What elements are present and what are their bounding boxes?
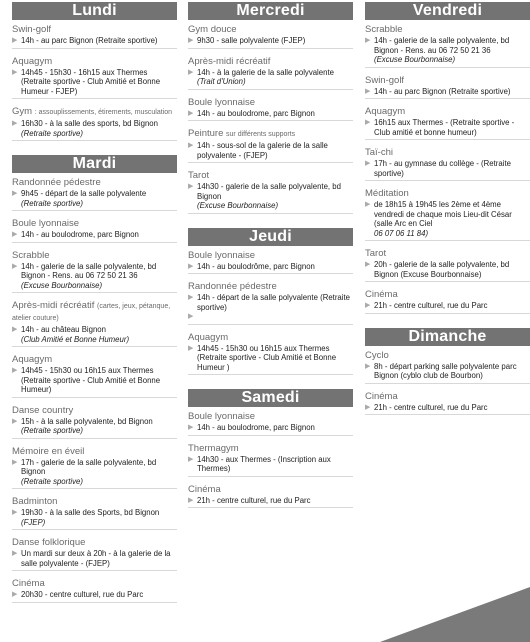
activity-title [12,405,177,416]
activity-name: Boule lyonnaise [188,96,256,108]
schedule-line [12,458,177,487]
activity-title [188,484,353,495]
schedule-text [374,362,530,381]
activity-apres-midi-recreatif [12,300,177,347]
schedule-text [21,119,177,138]
activity-name: Danse country [12,404,74,416]
activity-name: Méditation [365,188,409,199]
activity-apres-midi-recreatif [188,56,353,90]
schedule-main: 8h - départ parking salle polyvalente parc Bignon (cyblo club de Bourbon) [374,361,517,380]
schedule-main: 21h - centre culturel, rue du Parc [197,495,311,505]
activity-title [12,218,177,229]
activity-title [188,443,353,454]
activity-title [188,170,353,181]
activity-title [12,250,177,261]
schedule-text [21,366,177,395]
schedule-main: 14h30 - galerie de la salle polyvalente, bd Bignon [197,182,341,201]
schedule-text [21,325,177,344]
schedule-line [188,455,353,474]
activity-title [365,350,530,361]
schedule-main: 17h - galerie de la salle polyvalente, bd Bignon [21,457,157,476]
schedule-text [197,312,353,322]
activity-cinema [188,484,353,509]
schedule-text [197,109,353,119]
schedule-line [12,325,177,344]
schedule-text [197,182,353,211]
activity-name: Taï-chi [365,147,393,158]
schedule-line [12,417,177,436]
schedule-main: 14h - au parc Bignon (Retraite sportive) [21,36,158,45]
day-section-jeudi [188,228,353,376]
play-triangle-icon: ▶ [188,142,194,149]
day-header: Vendredi [365,2,530,20]
schedule-line [365,159,530,178]
activity-name: Tarot [365,248,387,259]
schedule-main: 20h30 - centre culturel, rue du Parc [21,590,144,599]
activity-title [12,106,177,118]
schedule-organizer: 06 07 06 11 84) [374,228,429,238]
activity-meditation [365,188,530,241]
activity-title [12,496,177,507]
day-header: Dimanche [365,328,530,346]
activity-boule-lyonnaise [188,250,353,275]
activity-name: Gym douce [188,24,237,35]
activity-name: Boule lyonnaise [188,249,256,261]
play-triangle-icon: ▶ [12,591,18,598]
schedule-text [374,159,530,178]
schedule-line [12,68,177,97]
schedule-main: 19h30 - à la salle des Sports, bd Bignon [21,508,160,517]
activity-gym [12,106,177,141]
play-triangle-icon: ▶ [188,109,194,117]
schedule-text [197,262,353,272]
schedule-main: 14h - galerie de la salle polyvalente, bd Bignon - Rens. au 06 72 50 21 36 [21,261,157,280]
schedule-line [188,344,353,373]
play-triangle-icon: ▶ [188,313,194,320]
activity-thermagym [188,443,353,477]
activity-randonnee-pedestre [188,281,353,325]
schedule-text [21,262,177,291]
activity-name: Randonnée pédestre [188,281,277,292]
activity-title [188,332,353,343]
day-section-mardi [12,155,177,603]
play-triangle-icon: ▶ [188,496,194,504]
play-triangle-icon: ▶ [12,509,18,516]
play-triangle-icon: ▶ [188,262,194,270]
activity-title [365,147,530,158]
schedule-line [12,366,177,395]
play-triangle-icon: ▶ [12,550,18,557]
play-triangle-icon: ▶ [188,455,194,463]
activity-boule-lyonnaise [188,97,353,122]
schedule-line [188,496,353,506]
activity-memoire-en-eveil [12,446,177,490]
activity-title [188,24,353,35]
schedule-main: 14h - au parc Bignon (Retraite sportive) [374,86,511,96]
day-section-samedi [188,389,353,508]
activity-name: Scrabble [365,24,403,35]
play-triangle-icon: ▶ [188,294,194,301]
column-3 [365,0,530,422]
schedule-main: 16h15 aux Thermes - (Retraite sportive - Club amitié et bonne humeur) [374,118,515,137]
schedule-text [21,230,177,240]
schedule-main: 21h - centre culturel, rue du Parc [374,402,488,412]
activity-subtitle: sur différents supports [226,131,296,138]
schedule-line [12,189,177,208]
activity-peinture [188,128,353,163]
play-triangle-icon: ▶ [188,68,194,76]
schedule-main: 14h - départ de la salle polyvalente (Retraite sportive) [197,293,350,312]
activity-cinema [365,391,530,416]
schedule-text [197,293,353,312]
activity-title [12,537,177,548]
schedule-organizer: (Retraite sportive) [21,128,83,138]
schedule-line [188,423,353,433]
activity-title [12,177,177,188]
activity-name: Swin-golf [12,24,52,35]
activity-title [188,97,353,108]
activity-name: Scrabble [12,249,50,261]
activity-tarot [188,170,353,214]
schedule-line [12,230,177,240]
schedule-main: 20h - galerie de la salle polyvalente, bd Bignon (Excuse Bourbonnaise) [374,260,510,279]
schedule-text [374,403,530,413]
activity-name: Tarot [188,170,210,181]
schedule-line [365,362,530,381]
schedule-line [365,260,530,279]
activity-boule-lyonnaise [188,411,353,436]
activity-cinema [12,578,177,603]
day-section-dimanche [365,328,530,416]
activity-name: Après-midi récréatif [12,300,95,311]
activity-title [12,578,177,589]
day-header: Jeudi [188,228,353,246]
day-section-lundi [12,2,177,141]
schedule-text [374,260,530,279]
activity-title [12,354,177,365]
schedule-line [365,301,530,311]
day-header: Mercredi [188,2,353,20]
activity-title [188,250,353,261]
schedule-text [21,68,177,97]
activity-scrabble [12,250,177,294]
activity-cyclo [365,350,530,384]
play-triangle-icon: ▶ [12,367,18,374]
activity-name: Badminton [12,496,58,507]
activity-name: Danse folklorique [12,537,86,548]
day-section-vendredi [365,2,530,314]
activity-randonnee-pedestre [12,177,177,211]
schedule-line [365,36,530,65]
schedule-line [12,262,177,291]
activity-title [188,128,353,140]
activity-title [365,188,530,199]
schedule-text [374,118,530,137]
activity-name: Peinture [188,128,224,139]
play-triangle-icon: ▶ [12,262,18,270]
play-triangle-icon: ▶ [188,344,194,352]
schedule-organizer: (Club Amitié et Bonne Humeur) [21,334,130,344]
schedule-text [197,496,353,506]
schedule-line [365,200,530,238]
play-triangle-icon: ▶ [12,326,18,333]
activity-gym-douce [188,24,353,49]
activity-name: Mémoire en éveil [12,445,85,457]
activity-name: Cinéma [365,390,398,402]
activity-title [188,411,353,422]
activity-title [188,281,353,292]
play-triangle-icon: ▶ [12,458,18,466]
activity-tarot [365,248,530,282]
schedule-main: 14h - au boulodrôme, parc Bignon [197,261,315,271]
play-triangle-icon: ▶ [188,183,194,190]
schedule-organizer: (Excuse Bourbonnaise) [374,55,456,64]
activity-swin-golf [12,24,177,49]
play-triangle-icon: ▶ [12,68,18,76]
activity-title [365,106,530,117]
schedule-line [188,312,353,322]
activity-title [12,56,177,67]
activity-badminton [12,496,177,530]
schedule-main: 14h - à la galerie de la salle polyvalente [197,67,334,77]
schedule-main: 14h30 - aux Thermes - (Inscription aux Thermes) [197,454,331,473]
activity-name: Thermagym [188,442,239,454]
activity-name: Cinéma [365,289,398,300]
schedule-line [365,87,530,97]
activity-title [12,300,177,324]
schedule-text [197,423,353,433]
schedule-text [197,344,353,373]
schedule-line [12,119,177,138]
schedule-main: 14h - au boulodrome, parc Bignon [197,423,315,432]
schedule-main: 14h - au boulodrome, parc Bignon [21,230,139,239]
activity-scrabble [365,24,530,68]
schedule-line [365,403,530,413]
schedule-line [12,508,177,527]
play-triangle-icon: ▶ [188,37,194,44]
schedule-text [197,141,353,160]
schedule-line [188,182,353,211]
activity-title [365,248,530,259]
play-triangle-icon: ▶ [12,37,18,44]
schedule-line [365,118,530,137]
schedule-organizer: (Retraite sportive) [21,426,83,435]
activity-danse-country [12,405,177,439]
play-triangle-icon: ▶ [12,120,18,127]
activity-danse-folklorique [12,537,177,571]
schedule-line [188,262,353,272]
activity-aquagym [188,332,353,376]
activity-name: Cyclo [365,349,389,361]
activity-name: Boule lyonnaise [12,218,80,229]
activity-title [12,446,177,457]
schedule-line [188,141,353,160]
play-triangle-icon: ▶ [12,417,18,425]
schedule-line [12,549,177,568]
schedule-organizer: (Excuse Bourbonnaise) [21,280,103,290]
schedule-text [197,36,353,46]
schedule-line [188,68,353,87]
activity-cinema [365,289,530,314]
schedule-text [21,417,177,436]
activity-title [365,289,530,300]
activity-title [365,24,530,35]
schedule-main: 21h - centre culturel, rue du Parc [374,301,488,310]
activity-name: Après-midi récréatif [188,55,271,67]
activity-subtitle: : assouplissements, étirements, musculation [34,109,173,116]
schedule-text [374,87,530,97]
column-1 [12,0,177,610]
activity-subtitle: (cartes, jeux, pétanque, atelier couture) [12,303,171,322]
play-triangle-icon: ▶ [365,261,371,268]
column-2 [188,0,353,515]
activity-name: Cinéma [188,483,221,495]
schedule-organizer: (Trait d'Union) [197,77,246,86]
activity-name: Cinéma [12,578,45,589]
activity-boule-lyonnaise [12,218,177,243]
schedule-main: 14h45 - 15h30 ou 16h15 aux Thermes (Retraite sportive - Club Amitié et Bonne Humeur ) [197,343,337,372]
schedule-text [374,301,530,311]
activity-title [188,56,353,67]
day-section-mercredi [188,2,353,214]
play-triangle-icon: ▶ [365,160,371,167]
schedule-main: Un mardi sur deux à 20h - à la galerie de la salle polyvalente - (FJEP) [21,549,171,568]
activity-name: Aquagym [188,331,229,343]
schedule-text [374,36,530,65]
schedule-main: 17h - au gymnase du collège - (Retraite sportive) [374,159,511,178]
play-triangle-icon: ▶ [12,231,18,238]
schedule-organizer: (FJEP) [21,517,46,527]
schedule-main: 14h45 - 15h30 ou 16h15 aux Thermes (Retraite sportive - Club Amitié et Bonne Humeur) [21,366,161,394]
schedule-text [374,200,530,238]
activity-name: Gym [12,106,33,117]
play-triangle-icon: ▶ [12,190,18,197]
activity-aquagym [12,354,177,398]
schedule-text [21,458,177,487]
schedule-main: 14h - galerie de la salle polyvalente, bd Bignon - Rens. au 06 72 50 21 36 [374,36,510,55]
activity-tai-chi [365,147,530,181]
schedule-main: 14h - au château Bignon [21,325,106,334]
schedule-text [21,189,177,208]
corner-decoration [380,587,530,642]
play-triangle-icon: ▶ [365,37,371,44]
schedule-main: 9h45 - départ de la salle polyvalente [21,189,147,198]
play-triangle-icon: ▶ [188,424,194,431]
activity-name: Aquagym [12,55,53,67]
schedule-line [12,590,177,600]
activity-name: Aquagym [365,106,406,117]
schedule-text [197,455,353,474]
activity-swin-golf [365,75,530,100]
schedule-main: 15h - à la salle polyvalente, bd Bignon [21,416,153,426]
schedule-line [12,36,177,46]
schedule-text [21,549,177,568]
schedule-text [21,590,177,600]
activity-title [12,24,177,35]
schedule-organizer: (Excuse Bourbonnaise) [197,201,279,210]
activity-title [365,391,530,402]
schedule-text [197,68,353,87]
play-triangle-icon: ▶ [365,302,371,309]
activity-name: Randonnée pédestre [12,177,101,188]
schedule-main: 14h - au boulodrome, parc Bignon [197,108,315,118]
schedule-text [21,508,177,527]
play-triangle-icon: ▶ [365,403,371,411]
activity-title [365,75,530,86]
schedule-text [21,36,177,46]
activity-name: Boule lyonnaise [188,411,256,422]
schedule-main: de 18h15 à 19h45 les 2ème et 4ème vendredi de chaque mois Lieu-dit César (salle Arc en Ciel [374,200,512,228]
activity-aquagym [365,106,530,140]
play-triangle-icon: ▶ [365,201,371,208]
schedule-organizer: (Retraite sportive) [21,476,83,486]
play-triangle-icon: ▶ [365,362,371,370]
day-header: Lundi [12,2,177,20]
schedule-main: 16h30 - à la salle des sports, bd Bignon [21,119,158,128]
activity-aquagym [12,56,177,100]
schedule-main: 14h - sous-sol de la galerie de la salle polyvalente - (FJEP) [197,141,328,160]
activity-name: Aquagym [12,354,53,365]
schedule-line [188,293,353,312]
schedule-organizer: (Retraite sportive) [21,198,83,208]
schedule-main: 14h45 - 15h30 - 16h15 aux Thermes (Retraite sportive - Club Amitié et Bonne Humeur - FJEP) [21,67,161,96]
day-header: Samedi [188,389,353,407]
activity-name: Swin-golf [365,74,405,86]
play-triangle-icon: ▶ [365,119,371,126]
day-header: Mardi [12,155,177,173]
schedule-line [188,36,353,46]
play-triangle-icon: ▶ [365,87,371,95]
schedule-line [188,109,353,119]
schedule-main: 9h30 - salle polyvalente (FJEP) [197,36,306,45]
